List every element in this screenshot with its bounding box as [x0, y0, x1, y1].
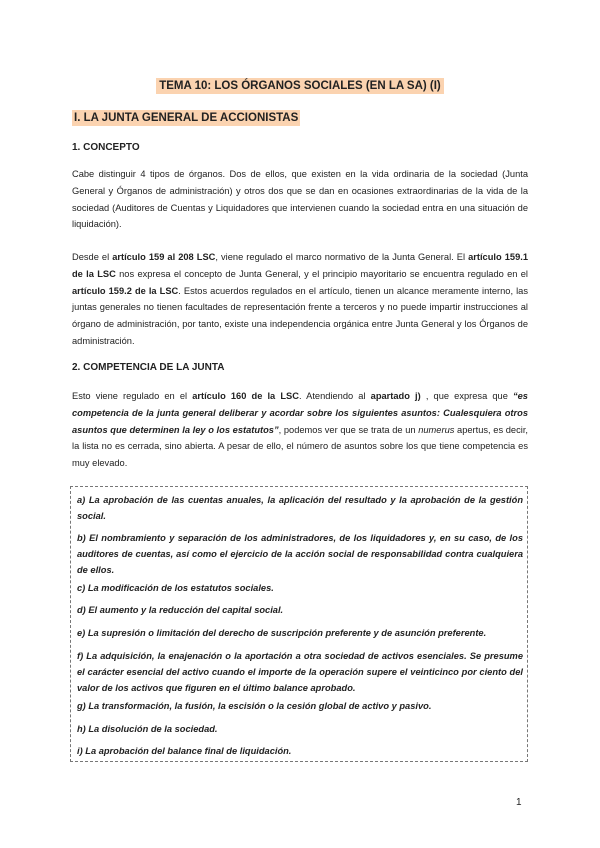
list-item: a) La aprobación de las cuentas anuales, la aplicación del resultado y la aprobación de la gestión social. [77, 495, 523, 522]
paragraph-concepto-1: Cabe distinguir 4 tipos de órganos. Dos de ellos, que existen en la vida ordinaria de la sociedad (Junta General y Órganos de administración) y otros dos que se dan en ocasiones extraordinarias de la vida de la sociedad (Auditores de Cuentas y Liquidadores que intervienen cuando la sociedad entra en una situación de liquidación). [72, 169, 528, 230]
page-number: 1 [516, 797, 522, 808]
list-item: i) La aprobación del balance final de liquidación. [77, 746, 292, 756]
list-item: d) El aumento y la reducción del capital social. [77, 605, 284, 615]
list-item: e) La supresión o limitación del derecho de suscripción preferente y de asunción preferente. [77, 628, 487, 638]
section-heading: I. LA JUNTA GENERAL DE ACCIONISTAS [74, 112, 299, 124]
list-item: b) El nombramiento y separación de los administradores, de los liquidadores y, en su caso, de los auditores de cuentas, así como el ejercicio de la acción social de responsabilidad contra cualquiera de ellos. [77, 533, 523, 576]
list-item: h) La disolución de la sociedad. [77, 724, 218, 734]
list-item: f) La adquisición, la enajenación o la aportación a otra sociedad de activos esenciales. Se presume el carácter esencial del activo cuando el importe de la operación supere el veinticinco por ciento del valor de los activos que figuren en el último balance aprobado. [77, 651, 523, 694]
paragraph-concepto-2: Desde el artículo 159 al 208 LSC, viene regulado el marco normativo de la Junta General. El artículo 159.1 de la LSC nos expresa el concepto de Junta General, y el principio mayoritario se encuentra regulado en el artículo 159.2 de la LSC. Estos acuerdos regulados en el artículo, tienen un alcance meramente interno, las juntas generales no tienen facultades de representación frente a terceros y no puede impartir instrucciones al órgano de administración, por tanto, existe una independencia orgánica entre Junta General y los Órganos de administración. [72, 252, 528, 346]
paragraph-competencia: Esto viene regulado en el artículo 160 de la LSC. Atendiendo al apartado j) , que expresa que “es competencia de la junta general deliberar y acordar sobre los siguientes asuntos: Cualesquiera otros asuntos que determinen la ley o los estatutos”, podemos ver que se trata de un numerus apertus, es decir, la lista no es cerrada, sino abierta. A pesar de ello, el número de asuntos sobre los que tiene competencia es muy elevado. [72, 391, 528, 469]
subsection-heading-competencia: 2. COMPETENCIA DE LA JUNTA [72, 362, 225, 373]
subsection-heading-concepto: 1. CONCEPTO [72, 142, 140, 153]
document-title: TEMA 10: LOS ÓRGANOS SOCIALES (EN LA SA) (I) [0, 76, 600, 94]
list-item: g) La transformación, la fusión, la escisión o la cesión global de activo y pasivo. [77, 701, 432, 711]
list-item: c) La modificación de los estatutos sociales. [77, 583, 274, 593]
